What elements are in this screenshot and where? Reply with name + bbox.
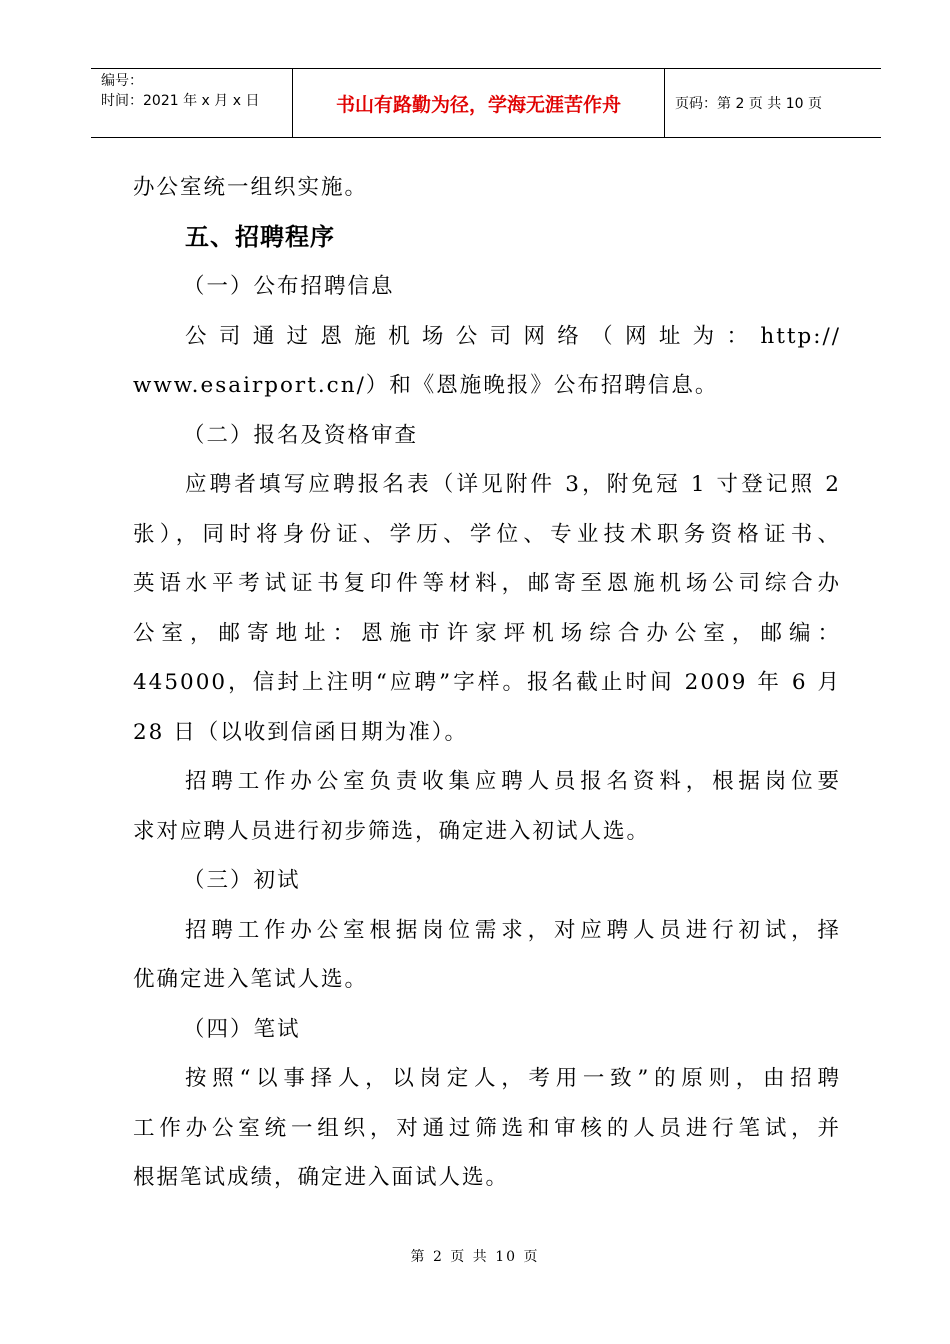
- subheading: （一）公布招聘信息: [183, 274, 395, 299]
- number-label: 编号：: [101, 73, 143, 89]
- paragraph-line: 工作办公室统一组织，对通过筛选和审核的人员进行笔试，并: [133, 1115, 841, 1141]
- subheading: （四）笔试: [183, 1016, 301, 1042]
- page-header: [91, 68, 881, 138]
- document-body: [133, 163, 841, 1203]
- paragraph-line: 445000，信封上注明“应聘”字样。报名截止时间 2009 年 6 月: [133, 670, 841, 695]
- paragraph-line: 张），同时将身份证、学历、学位、专业技术职务资格证书、: [133, 521, 841, 547]
- paragraph-line: 英语水平考试证书复印件等材料，邮寄至恩施机场公司综合办: [133, 571, 841, 596]
- paragraph-line: 按照“以事择人，以岗定人，考用一致”的原则，由招聘: [185, 1066, 841, 1091]
- header-meta: [91, 69, 293, 137]
- paragraph-line: 28 日（以收到信函日期为准）。: [133, 719, 468, 745]
- paragraph-line: www.esairport.cn/）和《恩施晚报》公布招聘信息。: [133, 373, 719, 398]
- subheading: （二）报名及资格审查: [183, 422, 419, 448]
- paragraph-line: 优确定进入笔试人选。: [133, 967, 369, 992]
- paragraph-line: 招聘工作办公室根据岗位需求，对应聘人员进行初试，择: [185, 917, 841, 943]
- paragraph-line: 应聘者填写应聘报名表（详见附件 3，附免冠 1 寸登记照 2: [185, 472, 841, 497]
- paragraph-line: 求对应聘人员进行初步筛选，确定进入初试人选。: [133, 818, 651, 844]
- paragraph-line: 根据笔试成绩，确定进入面试人选。: [133, 1165, 510, 1190]
- subheading: （三）初试: [183, 868, 301, 893]
- paragraph-line: 公司通过恩施机场公司网络（网址为：http://: [185, 323, 841, 349]
- page-footer: 第 2 页 共 10 页: [410, 1249, 540, 1265]
- header-motto: 书山有路勤为径，学海无涯苦作舟: [293, 69, 665, 137]
- paragraph-line: 公室，邮寄地址：恩施市许家坪机场综合办公室，邮编：: [133, 620, 841, 646]
- time-label: 时间：2021 年 x 月 x 日: [101, 93, 260, 109]
- header-page-info: 页码：第 2 页 共 10 页: [675, 96, 822, 112]
- paragraph-line: 招聘工作办公室负责收集应聘人员报名资料，根据岗位要: [185, 769, 841, 794]
- paragraph: 办公室统一组织实施。: [133, 175, 369, 200]
- section-heading: 五、招聘程序: [185, 222, 335, 251]
